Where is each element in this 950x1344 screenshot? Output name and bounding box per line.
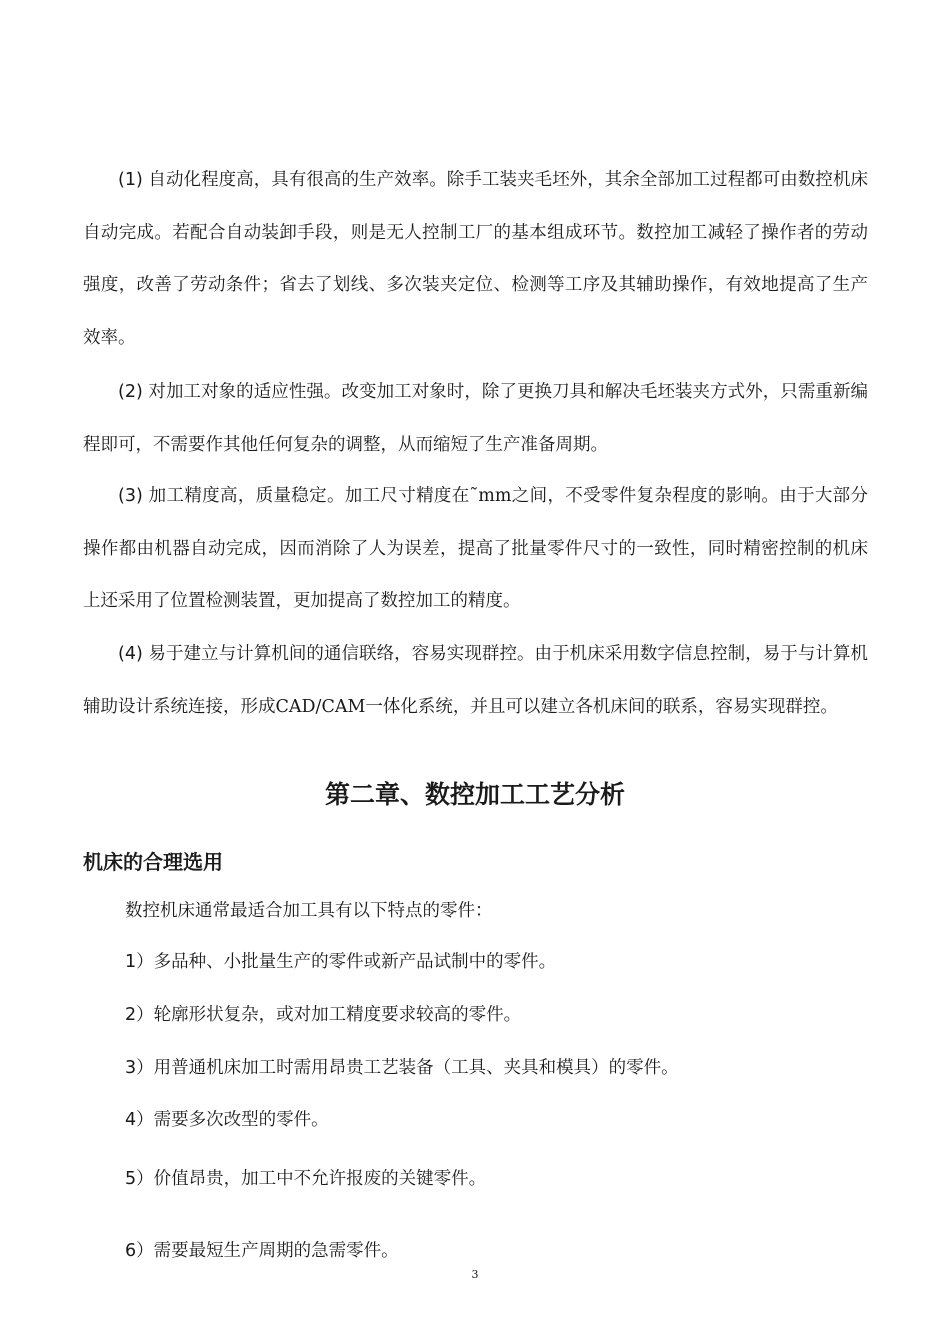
chapter-title: 第二章、数控加工工艺分析 <box>324 780 625 809</box>
list-item-number: 4） <box>125 1110 154 1130</box>
list-item-text: 价值昂贵，加工中不允许报废的关键零件。 <box>153 1169 487 1189</box>
list-item-number: 2） <box>125 1005 154 1025</box>
paragraph-number: (4) <box>118 644 143 664</box>
list-item-text: 需要多次改型的零件。 <box>153 1110 329 1130</box>
list-item-text: 需要最短生产周期的急需零件。 <box>153 1241 399 1261</box>
list-item <box>125 1001 521 1029</box>
paragraph-1 <box>83 154 868 364</box>
paragraph-number: (1) <box>118 170 143 190</box>
list-item-number: 6） <box>125 1241 154 1261</box>
paragraph-3 <box>83 470 868 628</box>
list-item <box>125 1237 399 1265</box>
list-item-number: 1） <box>125 952 154 972</box>
section-title: 机床的合理选用 <box>83 850 223 874</box>
paragraph-2 <box>83 366 868 471</box>
paragraph-number: (3) <box>118 486 143 506</box>
list-item-text: 用普通机床加工时需用昂贵工艺装备（工具、夹具和模具）的零件。 <box>153 1058 679 1078</box>
list-item-text: 轮廓形状复杂，或对加工精度要求较高的零件。 <box>153 1005 522 1025</box>
list-item <box>125 1054 679 1082</box>
paragraph-4 <box>83 628 868 733</box>
list-item <box>125 1165 486 1193</box>
intro-text: 数控机床通常最适合加工具有以下特点的零件： <box>125 901 493 921</box>
list-item-text: 多品种、小批量生产的零件或新产品试制中的零件。 <box>153 952 557 972</box>
page-number: 3 <box>471 1268 479 1281</box>
paragraph-text: 对加工对象的适应性强。改变加工对象时，除了更换刀具和解决毛坯装夹方式外，只需重新编程即可，不需要作其他任何复杂的调整，从而缩短了生产准备周期。 <box>83 382 868 455</box>
list-item-number: 5） <box>125 1169 154 1189</box>
list-item-number: 3） <box>125 1058 154 1078</box>
paragraph-text: 加工精度高，质量稳定。加工尺寸精度在˜mm之间，不受零件复杂程度的影响。由于大部分操作都由机器自动完成，因而消除了人为误差，提高了批量零件尺寸的一致性，同时精密控制的机床上还采用了位置检测装置，更加提高了数控加工的精度。 <box>83 486 868 611</box>
list-item <box>125 948 556 976</box>
paragraph-number: (2) <box>118 382 143 402</box>
paragraph-text: 易于建立与计算机间的通信联络，容易实现群控。由于机床采用数字信息控制，易于与计算机辅助设计系统连接，形成CAD/CAM一体化系统，并且可以建立各机床间的联系，容易实现群控。 <box>83 644 868 717</box>
list-item <box>125 1106 329 1134</box>
paragraph-text: 自动化程度高，具有很高的生产效率。除手工装夹毛坯外，其余全部加工过程都可由数控机床自动完成。若配合自动装卸手段，则是无人控制工厂的基本组成环节。数控加工减轻了操作者的劳动强度，改善了劳动条件；省去了划线、多次装夹定位、检测等工序及其辅助操作，有效地提高了生产效率。 <box>83 170 868 348</box>
